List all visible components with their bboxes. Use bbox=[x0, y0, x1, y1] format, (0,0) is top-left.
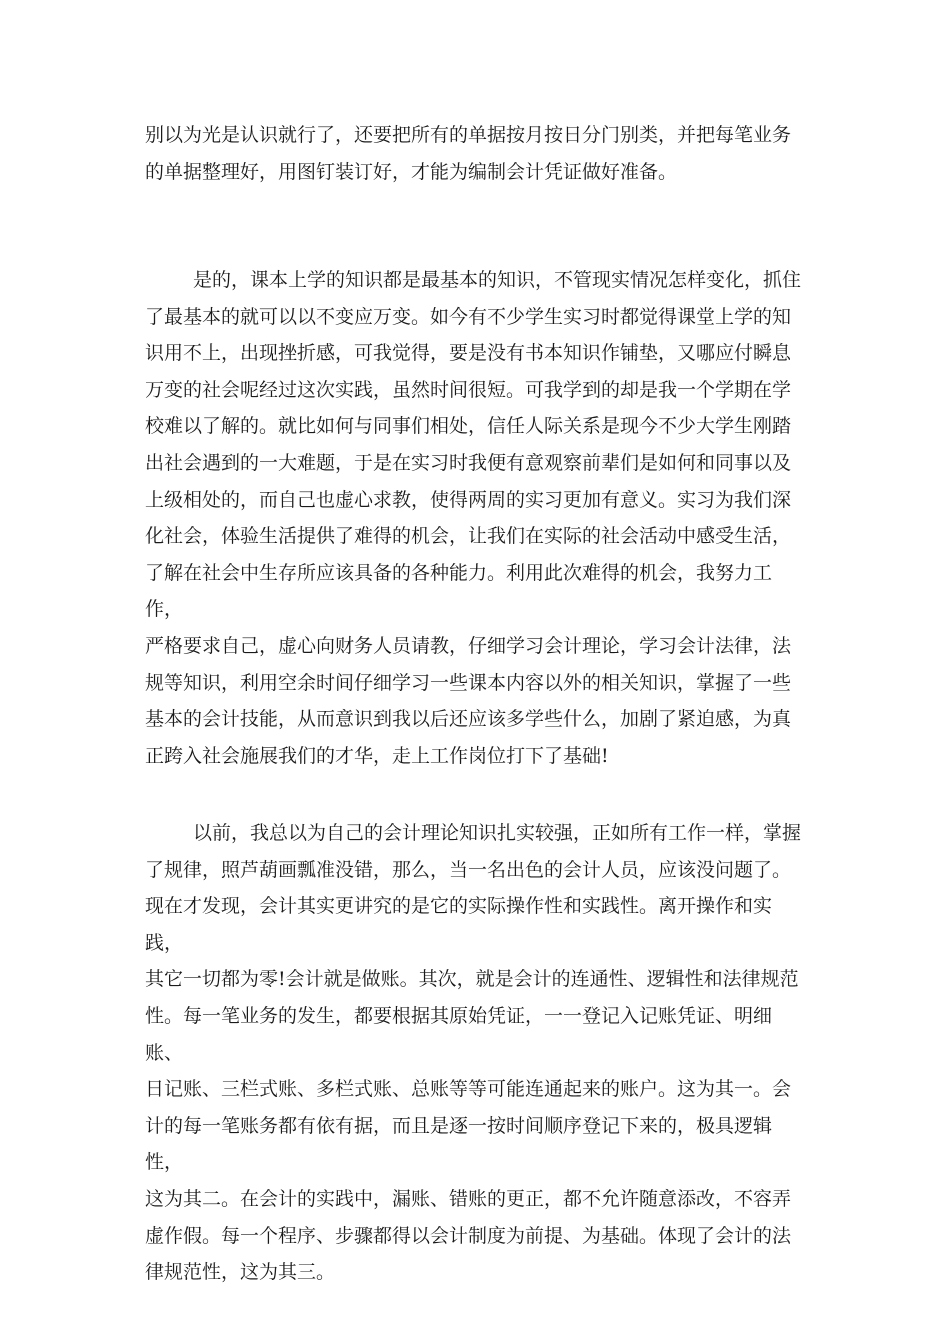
paragraph-3 bbox=[145, 815, 805, 1291]
paragraph-2 bbox=[145, 262, 805, 774]
paragraph-1-text: 别以为光是认识就行了，还要把所有的单据按月按日分门别类，并把每笔业务 的单据整理好，用图钉装订好，才能为编制会计凭证做好准备。 bbox=[145, 124, 792, 183]
paragraph-1 bbox=[145, 117, 805, 190]
paragraph-3-text: 以前，我总以为自己的会计理论知识扎实较强，正如所有工作一样，掌握 了规律，照芦葫画瓢准没错，那么，当一名出色的会计人员，应该没问题了。 现在才发现，会计其实更讲究的是它的实际操作性和实践性。离开操作和实践， 其它一切都为零!会计就是做账。其次，就是会计的连通性、逻辑性和法律规范 性。每一笔业务的发生，都要根据其原始凭证，一一登记入记账凭证、明细账、 日记账、三栏式账、多栏式账、总账等等可能连通起来的账户。这为其一。会 计的每一笔账务都有依有据，而且是逐一按时间顺序登记下来的，极具逻辑性， 这为其二。在会计的实践中，漏账、错账的更正，都不允许随意添改，不容弄 虚作假。每一个程序、步骤都得以会计制度为前提、为基础。体现了会计的法 律规范性，这为其三。 bbox=[145, 822, 802, 1284]
paragraph-2-text: 是的，课本上学的知识都是最基本的知识，不管现实情况怎样变化，抓住 了最基本的就可以以不变应万变。如今有不少学生实习时都觉得课堂上学的知 识用不上，出现挫折感，可我觉得，要是没有书本知识作铺垫，又哪应付瞬息 万变的社会呢经过这次实践，虽然时间很短。可我学到的却是我一个学期在学 校难以了解的。就比如何与同事们相处，信任人际关系是现今不少大学生刚踏 出社会遇到的一大难题，于是在实习时我便有意观察前辈们是如何和同事以及 上级相处的，而自己也虚心求教，使得两周的实习更加有意义。实习为我们深 化社会，体验生活提供了难得的机会，让我们在实际的社会活动中感受生活， 了解在社会中生存所应该具备的各种能力。利用此次难得的机会，我努力工作， 严格要求自己，虚心向财务人员请教，仔细学习会计理论，学习会计法律，法 规等知识，利用空余时间仔细学习一些课本内容以外的相关知识，掌握了一些 基本的会计技能，从而意识到我以后还应该多学些什么，加剧了紧迫感，为真 正跨入社会施展我们的才华，走上工作岗位打下了基础! bbox=[145, 269, 802, 767]
